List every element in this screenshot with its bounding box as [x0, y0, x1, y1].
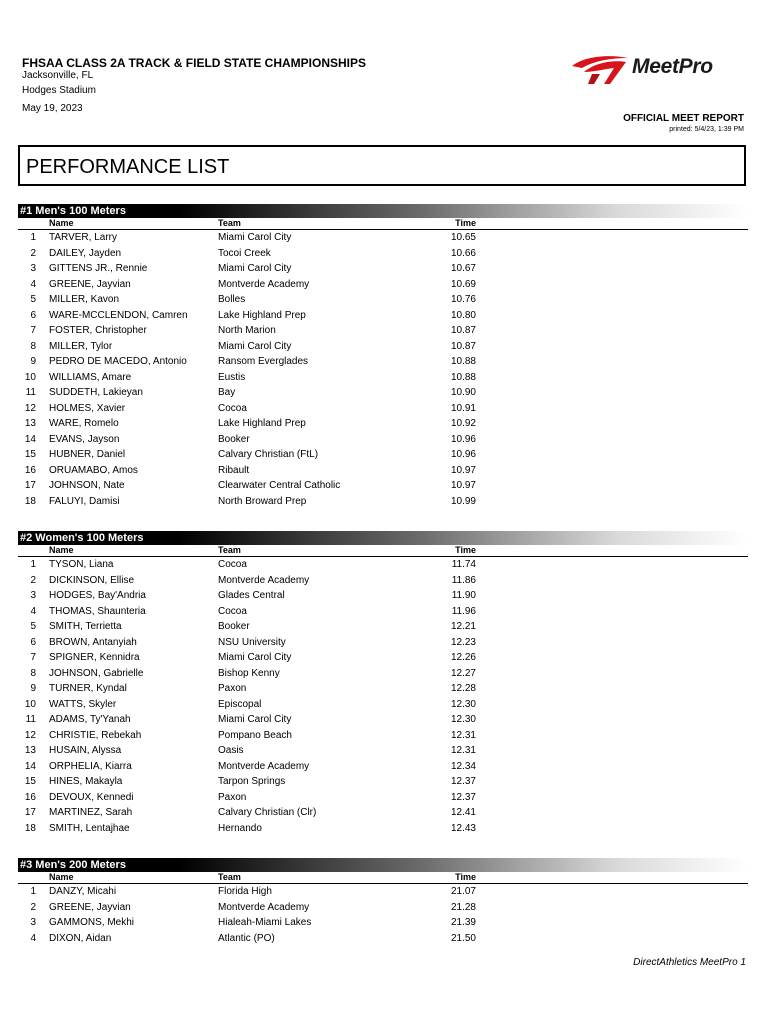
- team-name: Florida High: [218, 886, 272, 897]
- team-name: Miami Carol City: [218, 714, 292, 725]
- team-name: Bay: [218, 387, 236, 398]
- team-name: Miami Carol City: [218, 232, 292, 243]
- table-row: [18, 759, 748, 775]
- table-row: [18, 884, 748, 900]
- printed-timestamp: printed: 5/4/23, 1:39 PM: [669, 126, 744, 133]
- team-name: Paxon: [218, 791, 247, 803]
- table-row: [18, 774, 748, 790]
- time-value: 10.99: [450, 495, 476, 507]
- place: 2: [30, 247, 36, 259]
- time-value: 12.30: [450, 698, 476, 710]
- team-name: Calvary Christian (Clr): [218, 807, 317, 818]
- place: 3: [30, 590, 36, 601]
- place: 17: [24, 807, 36, 818]
- athlete-name: MARTINEZ, Sarah: [49, 807, 133, 818]
- team-name: Cocoa: [218, 605, 247, 617]
- table-row: [18, 712, 748, 728]
- column-header: [18, 872, 748, 884]
- athlete-name: GAMMONS, Mekhi: [49, 917, 135, 928]
- time-value: 12.26: [450, 652, 476, 663]
- place: 9: [30, 683, 36, 694]
- athlete-name: HOLMES, Xavier: [49, 402, 126, 414]
- place: 8: [30, 340, 36, 352]
- table-row: [18, 697, 748, 713]
- time-value: 11.96: [451, 605, 476, 617]
- table-row: [18, 931, 748, 947]
- place: 1: [30, 232, 36, 243]
- column-time: Time: [455, 218, 476, 228]
- team-name: Booker: [218, 433, 250, 445]
- meetpro-logo: [570, 52, 750, 86]
- time-value: 12.41: [450, 807, 476, 818]
- time-value: 21.39: [450, 917, 476, 928]
- athlete-name: JOHNSON, Nate: [49, 480, 125, 491]
- athlete-name: FOSTER, Christopher: [49, 325, 147, 336]
- column-team: Team: [218, 872, 241, 882]
- athlete-name: SUDDETH, Lakieyan: [49, 387, 143, 398]
- place: 8: [30, 667, 36, 679]
- time-value: 12.34: [450, 760, 476, 772]
- athlete-name: WILLIAMS, Amare: [49, 371, 132, 383]
- team-name: Calvary Christian (FtL): [218, 449, 319, 460]
- place: 17: [24, 480, 36, 491]
- time-value: 21.28: [450, 901, 476, 913]
- table-row: [18, 246, 748, 262]
- athlete-name: GREENE, Jayvian: [49, 901, 131, 913]
- place: 10: [24, 371, 36, 383]
- team-name: Miami Carol City: [218, 652, 292, 663]
- meetpro-swoosh-icon: [570, 52, 630, 86]
- athlete-name: HUBNER, Daniel: [49, 449, 126, 460]
- team-name: Pompano Beach: [218, 729, 292, 741]
- place: 18: [24, 495, 36, 507]
- time-value: 12.30: [450, 714, 476, 725]
- table-row: [18, 728, 748, 744]
- table-row: [18, 292, 748, 308]
- page-title-box: [18, 145, 746, 186]
- athlete-name: TURNER, Kyndal: [49, 683, 127, 694]
- event-header-bar: [18, 531, 748, 545]
- time-value: 12.37: [450, 776, 476, 787]
- athlete-name: FALUYI, Damisi: [49, 495, 120, 507]
- time-value: 21.50: [450, 932, 476, 944]
- table-row: [18, 588, 748, 604]
- athlete-name: DICKINSON, Ellise: [49, 574, 135, 586]
- column-team: Team: [218, 218, 241, 228]
- place: 15: [24, 449, 36, 460]
- time-value: 10.76: [450, 294, 476, 305]
- column-name: Name: [49, 545, 74, 555]
- team-name: Tarpon Springs: [218, 776, 286, 787]
- time-value: 12.28: [450, 683, 476, 694]
- time-value: 10.97: [450, 464, 476, 476]
- athlete-name: GITTENS JR., Rennie: [49, 263, 148, 274]
- athlete-name: WATTS, Skyler: [49, 698, 117, 710]
- table-row: [18, 650, 748, 666]
- place: 5: [30, 294, 36, 305]
- time-value: 10.92: [450, 418, 476, 429]
- time-value: 10.69: [450, 278, 476, 290]
- meet-date: May 19, 2023: [22, 103, 83, 114]
- athlete-name: DAILEY, Jayden: [49, 247, 122, 259]
- athlete-name: SMITH, Terrietta: [49, 621, 122, 632]
- athlete-name: CHRISTIE, Rebekah: [49, 729, 142, 741]
- place: 16: [24, 464, 36, 476]
- place: 16: [24, 791, 36, 803]
- time-value: 12.27: [450, 667, 476, 679]
- time-value: 12.23: [450, 636, 476, 648]
- team-name: Montverde Academy: [218, 278, 310, 290]
- column-name: Name: [49, 872, 74, 882]
- athlete-name: HUSAIN, Alyssa: [49, 745, 122, 756]
- athlete-name: SMITH, Lentajhae: [49, 822, 130, 834]
- athlete-name: ORPHELIA, Kiarra: [49, 760, 132, 772]
- footer: DirectAthletics MeetPro 1: [633, 957, 746, 968]
- logo-text: MeetPro: [632, 55, 713, 78]
- place: 1: [30, 559, 36, 570]
- time-value: 12.21: [450, 621, 476, 632]
- column-header: [18, 218, 748, 230]
- team-name: Episcopal: [218, 698, 262, 710]
- table-row: [18, 230, 748, 246]
- table-row: [18, 821, 748, 837]
- team-name: Ransom Everglades: [218, 356, 309, 367]
- team-name: Tocoi Creek: [218, 247, 271, 259]
- athlete-name: WARE, Romelo: [49, 418, 119, 429]
- athlete-name: PEDRO DE MACEDO, Antonio: [49, 356, 187, 367]
- time-value: 21.07: [450, 886, 476, 897]
- athlete-name: HINES, Makayla: [49, 776, 123, 787]
- place: 15: [24, 776, 36, 787]
- time-value: 10.87: [450, 340, 476, 352]
- place: 2: [30, 574, 36, 586]
- team-name: Hernando: [218, 822, 262, 834]
- athlete-name: EVANS, Jayson: [49, 433, 120, 445]
- team-name: North Broward Prep: [218, 495, 307, 507]
- athlete-name: SPIGNER, Kennidra: [49, 652, 140, 663]
- team-name: Lake Highland Prep: [218, 309, 306, 321]
- column-time: Time: [455, 545, 476, 555]
- team-name: Bolles: [218, 294, 246, 305]
- table-row: [18, 277, 748, 293]
- place: 14: [24, 760, 36, 772]
- time-value: 11.86: [451, 574, 476, 586]
- time-value: 11.74: [451, 559, 476, 570]
- place: 13: [24, 745, 36, 756]
- team-name: Lake Highland Prep: [218, 418, 306, 429]
- team-name: Cocoa: [218, 402, 247, 414]
- team-name: Cocoa: [218, 559, 247, 570]
- time-value: 10.96: [450, 433, 476, 445]
- time-value: 10.88: [450, 356, 476, 367]
- time-value: 12.43: [450, 822, 476, 834]
- place: 6: [30, 636, 36, 648]
- table-row: [18, 900, 748, 916]
- place: 18: [24, 822, 36, 834]
- place: 11: [25, 387, 36, 398]
- table-row: [18, 619, 748, 635]
- place: 12: [24, 729, 36, 741]
- column-header: [18, 545, 748, 557]
- athlete-name: MILLER, Tylor: [49, 340, 113, 352]
- time-value: 10.87: [450, 325, 476, 336]
- time-value: 10.88: [450, 371, 476, 383]
- athlete-name: DIXON, Aidan: [49, 932, 112, 944]
- table-row: [18, 308, 748, 324]
- team-name: Bishop Kenny: [218, 667, 280, 679]
- table-row: [18, 635, 748, 651]
- table-row: [18, 915, 748, 931]
- athlete-name: TARVER, Larry: [49, 232, 117, 243]
- table-row: [18, 447, 748, 463]
- table-row: [18, 401, 748, 417]
- place: 2: [30, 901, 36, 913]
- team-name: Ribault: [218, 464, 250, 476]
- place: 4: [30, 605, 36, 617]
- athlete-name: GREENE, Jayvian: [49, 278, 131, 290]
- athlete-name: THOMAS, Shaunteria: [49, 605, 146, 617]
- report-type: OFFICIAL MEET REPORT: [623, 113, 744, 124]
- table-row: [18, 743, 748, 759]
- time-value: 11.90: [451, 590, 476, 601]
- place: 3: [30, 917, 36, 928]
- table-row: [18, 370, 748, 386]
- place: 7: [30, 325, 36, 336]
- athlete-name: DANZY, Micahi: [49, 886, 117, 897]
- team-name: Hialeah-Miami Lakes: [218, 917, 312, 928]
- table-row: [18, 494, 748, 510]
- time-value: 10.97: [450, 480, 476, 491]
- place: 6: [30, 309, 36, 321]
- place: 4: [30, 932, 36, 944]
- event-title: #1 Men's 100 Meters: [20, 205, 126, 217]
- athlete-name: BROWN, Antanyiah: [49, 636, 137, 648]
- column-name: Name: [49, 218, 74, 228]
- athlete-name: ADAMS, Ty'Yanah: [49, 714, 131, 725]
- table-row: [18, 573, 748, 589]
- team-name: Eustis: [218, 371, 246, 383]
- time-value: 10.67: [450, 263, 476, 274]
- time-value: 10.65: [450, 232, 476, 243]
- team-name: Miami Carol City: [218, 263, 292, 274]
- event-section: [18, 858, 748, 946]
- team-name: North Marion: [218, 325, 276, 336]
- event-section: [18, 531, 748, 836]
- event-header-bar: [18, 858, 748, 872]
- table-row: [18, 339, 748, 355]
- place: 13: [24, 418, 36, 429]
- team-name: Montverde Academy: [218, 760, 310, 772]
- place: 7: [30, 652, 36, 663]
- team-name: Oasis: [218, 745, 244, 756]
- meet-venue: Hodges Stadium: [22, 85, 96, 96]
- team-name: Montverde Academy: [218, 574, 310, 586]
- meet-name: FHSAA CLASS 2A TRACK & FIELD STATE CHAMPIONSHIPS: [22, 56, 367, 70]
- place: 5: [30, 621, 36, 632]
- time-value: 10.80: [450, 309, 476, 321]
- event-title: #3 Men's 200 Meters: [20, 859, 126, 871]
- time-value: 10.66: [450, 247, 476, 259]
- place: 12: [24, 402, 36, 414]
- event-title: #2 Women's 100 Meters: [20, 532, 144, 544]
- event-header-bar: [18, 204, 748, 218]
- place: 11: [25, 714, 36, 725]
- time-value: 10.90: [450, 387, 476, 398]
- place: 4: [30, 278, 36, 290]
- place: 9: [30, 356, 36, 367]
- table-row: [18, 666, 748, 682]
- team-name: Glades Central: [218, 590, 285, 601]
- athlete-name: TYSON, Liana: [49, 559, 114, 570]
- athlete-name: JOHNSON, Gabrielle: [49, 667, 144, 679]
- table-row: [18, 261, 748, 277]
- team-name: Montverde Academy: [218, 901, 310, 913]
- team-name: Miami Carol City: [218, 340, 292, 352]
- athlete-name: HODGES, Bay'Andria: [49, 590, 146, 601]
- column-team: Team: [218, 545, 241, 555]
- team-name: NSU University: [218, 636, 286, 648]
- team-name: Paxon: [218, 683, 247, 694]
- time-value: 12.31: [450, 745, 476, 756]
- table-row: [18, 354, 748, 370]
- place: 14: [24, 433, 36, 445]
- table-row: [18, 604, 748, 620]
- athlete-name: DEVOUX, Kennedi: [49, 791, 134, 803]
- table-row: [18, 557, 748, 573]
- time-value: 12.31: [450, 729, 476, 741]
- place: 3: [30, 263, 36, 274]
- time-value: 10.96: [450, 449, 476, 460]
- athlete-name: ORUAMABO, Amos: [49, 464, 138, 476]
- table-row: [18, 790, 748, 806]
- time-value: 10.91: [450, 402, 476, 414]
- table-row: [18, 432, 748, 448]
- meet-city: Jacksonville, FL: [22, 70, 94, 81]
- team-name: Atlantic (PO): [218, 932, 275, 944]
- table-row: [18, 416, 748, 432]
- table-row: [18, 463, 748, 479]
- place: 10: [24, 698, 36, 710]
- table-row: [18, 681, 748, 697]
- team-name: Clearwater Central Catholic: [218, 480, 341, 491]
- column-time: Time: [455, 872, 476, 882]
- event-section: [18, 204, 748, 509]
- time-value: 12.37: [450, 791, 476, 803]
- table-row: [18, 323, 748, 339]
- page-title: PERFORMANCE LIST: [26, 156, 230, 178]
- place: 1: [30, 886, 36, 897]
- table-row: [18, 478, 748, 494]
- athlete-name: WARE-MCCLENDON, Camren: [49, 309, 188, 321]
- table-row: [18, 385, 748, 401]
- table-row: [18, 805, 748, 821]
- team-name: Booker: [218, 621, 250, 632]
- athlete-name: MILLER, Kavon: [49, 294, 120, 305]
